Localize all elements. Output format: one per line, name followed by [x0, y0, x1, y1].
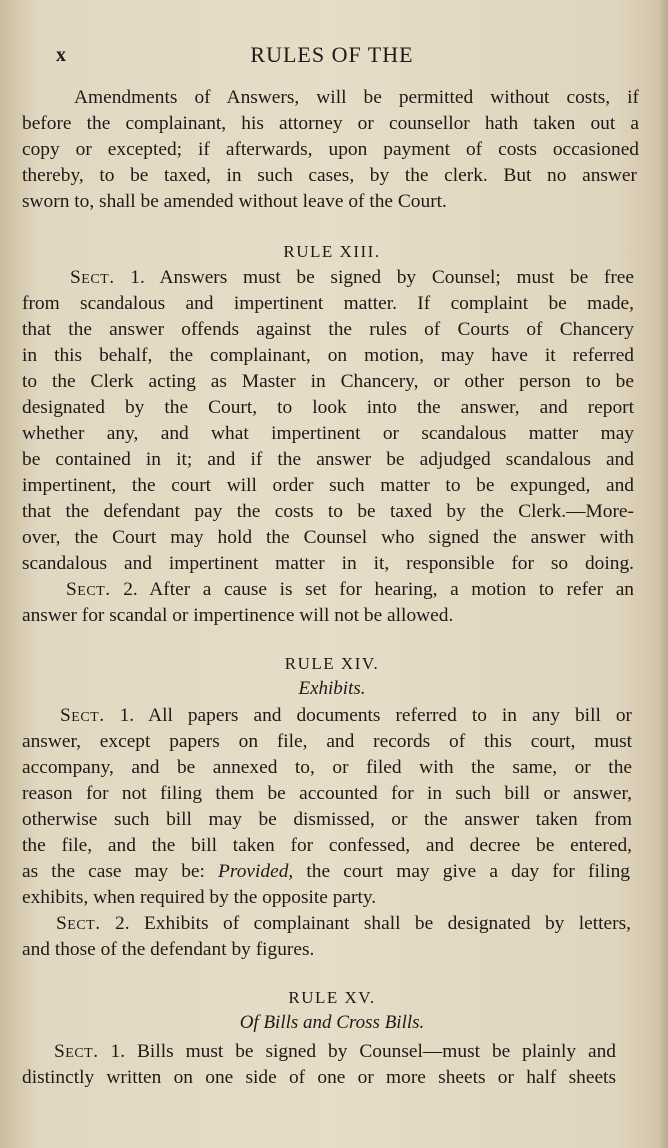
text-line: impertinent, the court will order such matter to be expunged, and: [22, 475, 634, 496]
text-span: the court may give a day for filing: [293, 861, 630, 882]
rule-subheading: Exhibits.: [298, 678, 366, 699]
running-head: RULES OF THE: [250, 42, 414, 67]
rule-heading: RULE XV.: [288, 988, 376, 1007]
text-line: the file, and the bill taken for confessed, and decree be entered,: [22, 835, 632, 856]
text-line: exhibits, when required by the opposite party.: [22, 887, 377, 908]
text-line: whether any, and what impertinent or scandalous matter may: [22, 423, 634, 444]
sect-label: Sect.: [66, 579, 111, 600]
sect-label: Sect.: [60, 705, 105, 726]
text-line: sworn to, shall be amended without leave of the Court.: [22, 191, 447, 212]
rule-subheading: Of Bills and Cross Bills.: [239, 1012, 425, 1033]
sect-label: Sect.: [56, 913, 101, 934]
sect-label: Sect.: [70, 267, 115, 288]
section-1-line: [60, 704, 632, 728]
proviso-emphasis: Provided,: [218, 861, 294, 882]
text-line: Amendments of Answers, will be permitted without costs, if: [74, 87, 639, 108]
text-line: from scandalous and impertinent matter. If complaint be made,: [22, 293, 634, 314]
text-span: 1. Answers must be signed by Counsel; must be free: [130, 267, 634, 288]
section-1-line: [54, 1040, 616, 1064]
section-2-line: [56, 912, 631, 936]
text-line: [22, 860, 630, 884]
text-line: designated by the Court, to look into the answer, and report: [22, 397, 634, 418]
text-span: as the case may be:: [22, 861, 219, 882]
page-number: x: [56, 44, 67, 66]
text-line: before the complainant, his attorney or counsellor hath taken out a: [22, 113, 639, 134]
text-span: 1. Bills must be signed by Counsel—must be plainly and: [110, 1041, 616, 1062]
rule-heading: RULE XIV.: [284, 654, 380, 673]
page-header: [22, 40, 642, 72]
text-span: 1. All papers and documents referred to in any bill or: [119, 705, 632, 726]
text-span: 2. After a cause is set for hearing, a motion to refer an: [123, 579, 634, 600]
text-line: in this behalf, the complainant, on motion, may have it referred: [22, 345, 634, 366]
text-line: and those of the defendant by figures.: [22, 939, 315, 960]
text-line: to the Clerk acting as Master in Chancery, or other person to be: [22, 371, 634, 392]
rule-heading: RULE XIII.: [283, 242, 381, 261]
text-line: be contained in it; and if the answer be adjudged scandalous and: [22, 449, 634, 470]
text-line: copy or excepted; if afterwards, upon payment of costs occasioned: [22, 139, 639, 160]
text-line: that the defendant pay the costs to be taxed by the Clerk.—More-: [22, 501, 634, 522]
section-2-line: [66, 578, 634, 602]
text-line: answer for scandal or impertinence will not be allowed.: [22, 605, 454, 626]
text-line: thereby, to be taxed, in such cases, by the clerk. But no answer: [22, 165, 637, 186]
section-1-line: [70, 266, 634, 290]
text-line: that the answer offends against the rules of Courts of Chancery: [22, 319, 634, 340]
text-line: distinctly written on one side of one or more sheets or half sheets: [22, 1067, 616, 1088]
text-line: accompany, and be annexed to, or filed with the same, or the: [22, 757, 632, 778]
text-line: otherwise such bill may be dismissed, or the answer taken from: [22, 809, 632, 830]
text-line: answer, except papers on file, and records of this court, must: [22, 731, 632, 752]
sect-label: Sect.: [54, 1041, 99, 1062]
text-line: over, the Court may hold the Counsel who signed the answer with: [22, 527, 634, 548]
text-span: 2. Exhibits of complainant shall be designated by letters,: [115, 913, 631, 934]
text-line: scandalous and impertinent matter in it, responsible for so doing.: [22, 553, 634, 574]
text-line: reason for not filing them be accounted for in such bill or answer,: [22, 783, 632, 804]
